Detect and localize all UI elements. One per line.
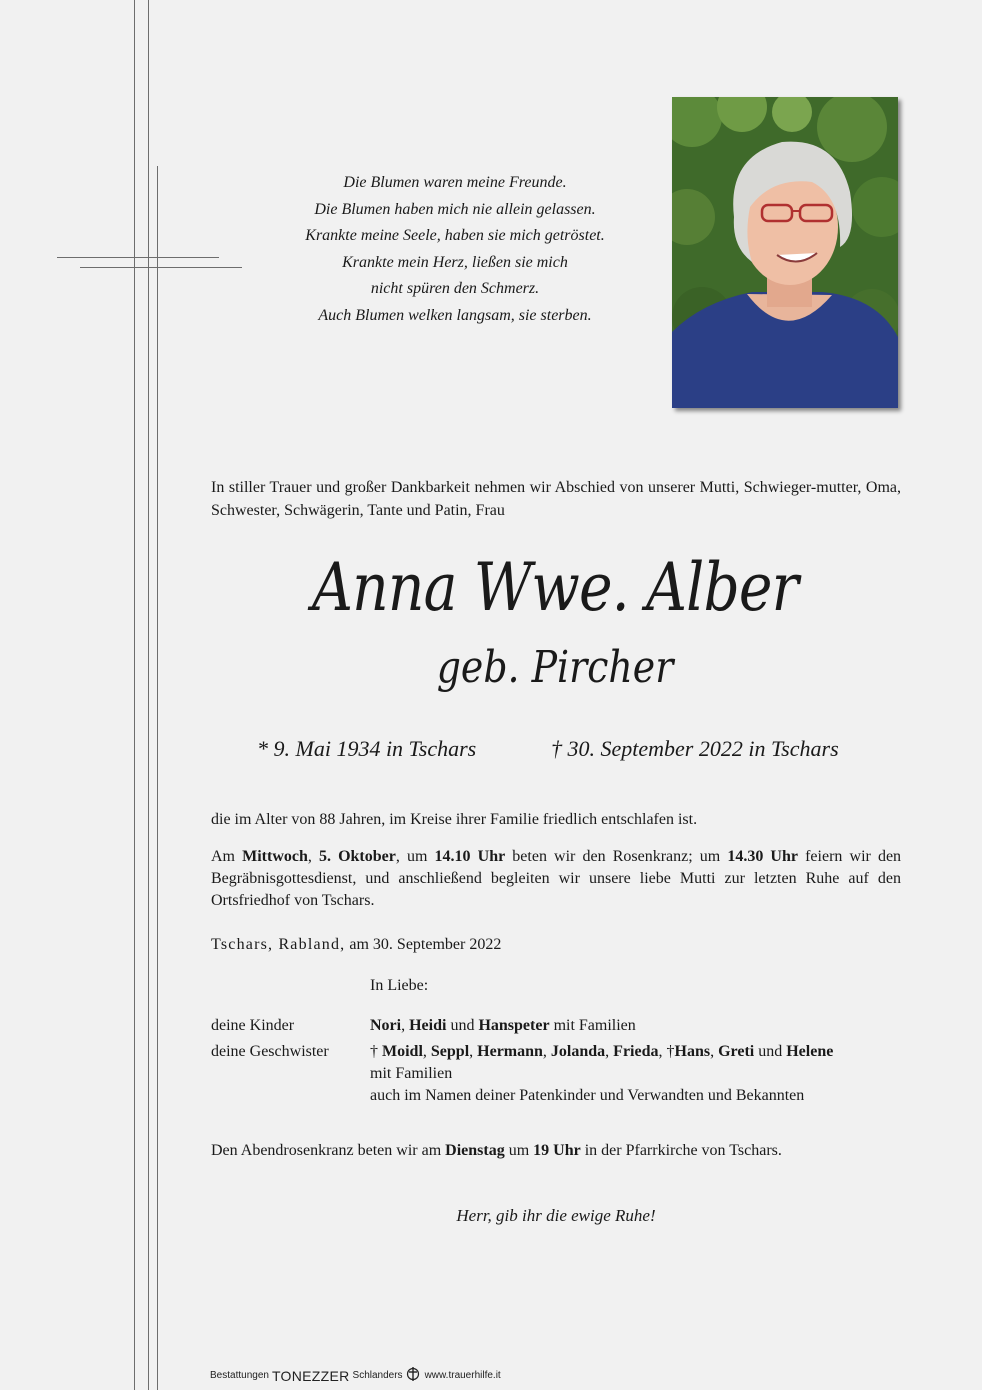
dove-cross-icon — [406, 1367, 422, 1384]
siblings-label: deine Geschwister — [211, 1043, 329, 1060]
siblings-tail: mit Familien — [370, 1065, 453, 1082]
cross-symbol: † — [370, 1043, 382, 1060]
poem-line: Die Blumen haben mich nie allein gelassen. — [314, 200, 596, 218]
footer-town: Schlanders — [352, 1370, 403, 1381]
siblings-names — [370, 1041, 833, 1063]
child-name: Hanspeter — [478, 1017, 550, 1034]
poem-line: nicht spüren den Schmerz. — [370, 280, 540, 297]
cross-vertical-line-right — [148, 0, 149, 1390]
separator: und — [754, 1043, 787, 1060]
age-line: die im Alter von 88 Jahren, im Kreise ihrer Familie friedlich entschlafen ist. — [211, 811, 698, 828]
evening-time: 19 Uhr — [533, 1142, 581, 1159]
footer-prefix: Bestattungen — [210, 1370, 269, 1381]
sibling-name: Helene — [786, 1043, 834, 1060]
child-name: Heidi — [409, 1017, 447, 1034]
children-label: deine Kinder — [211, 1017, 295, 1034]
rosary-time: 14.10 Uhr — [434, 848, 506, 865]
child-name: Nori — [370, 1017, 402, 1034]
separator: , † — [658, 1043, 675, 1060]
sibling-name: Jolanda — [550, 1043, 606, 1060]
place: Tschars, Rabland, — [211, 936, 346, 953]
evening-text: Den Abendrosenkranz beten wir am — [211, 1142, 446, 1159]
death-date: † 30. September 2022 in Tschars — [551, 736, 839, 761]
extended-family: auch im Namen deiner Patenkinder und Verwandten und Bekannten — [370, 1087, 805, 1104]
evening-text: um — [504, 1142, 534, 1159]
separator: , — [542, 1043, 551, 1060]
poem-line: Auch Blumen welken langsam, sie sterben. — [318, 306, 592, 324]
sibling-name: Greti — [718, 1043, 755, 1060]
service-paragraph — [211, 846, 901, 912]
sibling-name: Hermann — [477, 1043, 543, 1060]
date: am 30. September 2022 — [345, 936, 502, 953]
in-love: In Liebe: — [370, 977, 429, 994]
separator: , — [605, 1043, 614, 1060]
cross-horizontal-line-lower — [80, 267, 242, 268]
service-date: 5. Oktober — [318, 848, 396, 865]
service-text: feiern wir den Begräbnisgottesdienst, und anschließend begleiten wir unsere liebe Mutti zur letzten Ruhe auf den Ortsfriedhof von Tschars. — [211, 848, 902, 909]
cross-vertical-line-left — [134, 0, 135, 1390]
service-text: Am — [211, 848, 243, 865]
poem-line: Die Blumen waren meine Freunde. — [343, 174, 567, 191]
sibling-name: Moidl — [382, 1043, 423, 1060]
maiden-name: geb. Pircher — [436, 642, 674, 693]
service-text: beten wir den Rosenkranz; um — [505, 848, 728, 865]
sibling-name: Seppl — [430, 1043, 470, 1060]
footer-url[interactable]: www.trauerhilfe.it — [424, 1370, 501, 1381]
poem-line: Krankte mein Herz, ließen sie mich — [342, 253, 568, 271]
deceased-name: Anna Wwe. Alber — [312, 549, 798, 626]
service-weekday: Mittwoch — [242, 848, 308, 865]
sibling-name: Hans — [674, 1043, 711, 1060]
evening-day: Dienstag — [445, 1142, 505, 1159]
separator: , — [469, 1043, 478, 1060]
birth-date: * 9. Mai 1934 in Tschars — [257, 736, 477, 761]
footer-brand: TONEZZER — [271, 1367, 350, 1384]
mass-time: 14.30 Uhr — [727, 848, 798, 865]
place-date — [211, 934, 901, 956]
separator: und — [446, 1017, 479, 1034]
service-text: , — [307, 848, 319, 865]
cross-horizontal-line-upper — [57, 257, 219, 258]
separator: , — [401, 1017, 410, 1034]
sibling-name: Frieda — [613, 1043, 659, 1060]
service-text: , um — [395, 848, 435, 865]
evening-text: in der Pfarrkirche von Tschars. — [580, 1142, 782, 1159]
children-names — [370, 1015, 636, 1037]
portrait-photo — [672, 97, 898, 408]
children-tail: mit Familien — [549, 1017, 636, 1034]
poem-line: Krankte meine Seele, haben sie mich getröstet. — [305, 227, 605, 244]
poem — [250, 170, 660, 329]
evening-rosary — [211, 1140, 901, 1162]
separator: , — [422, 1043, 431, 1060]
intro-text: In stiller Trauer und großer Dankbarkeit nehmen wir Abschied von unserer Mutti, Schwieger-mutter, Oma, Schwester, Schwägerin, Tante und Patin, Frau — [211, 479, 901, 519]
footer — [210, 1367, 501, 1384]
separator: , — [710, 1043, 719, 1060]
closing-prayer: Herr, gib ihr die ewige Ruhe! — [456, 1206, 656, 1225]
cross-inner-line — [157, 166, 158, 1390]
